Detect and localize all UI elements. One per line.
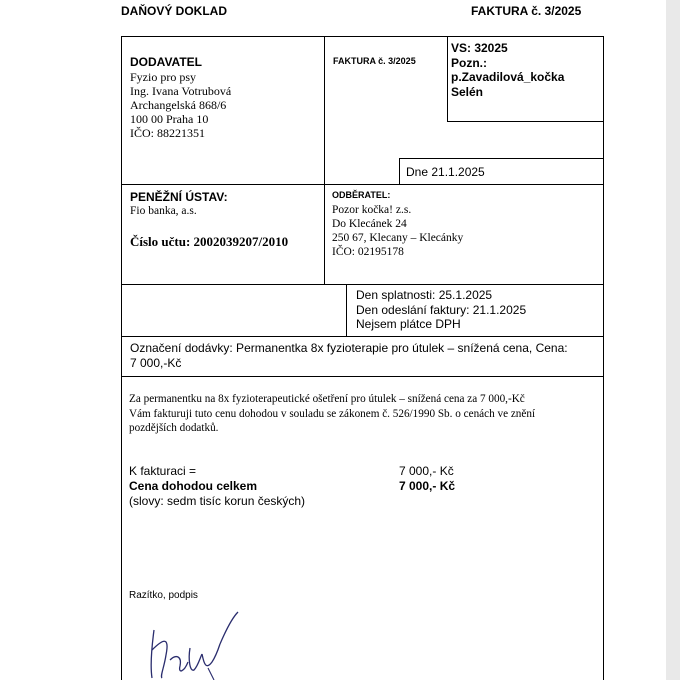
customer-city: 250 67, Klecany – Klecánky bbox=[332, 232, 464, 244]
customer-heading: ODBĚRATEL: bbox=[332, 190, 391, 200]
supplier-ico: IČO: 88221351 bbox=[130, 126, 205, 140]
delivery-block bbox=[130, 341, 568, 370]
divider-vs-bottom bbox=[447, 121, 604, 122]
table-border-left bbox=[121, 36, 122, 680]
stamp-signature-label: Razítko, podpis bbox=[129, 590, 198, 601]
total-label: Cena dohodou celkem bbox=[129, 479, 258, 493]
divider-vs bbox=[447, 36, 448, 121]
divider-row2 bbox=[121, 184, 604, 185]
to-invoice-value: 7 000,- Kč bbox=[399, 464, 454, 478]
body-text bbox=[129, 392, 535, 436]
delivery-line-2: 7 000,-Kč bbox=[130, 355, 182, 370]
total-in-words: (slovy: sedm tisíc korun českých) bbox=[129, 494, 306, 508]
customer-ico: IČO: 02195178 bbox=[332, 246, 404, 258]
supplier-street: Archangelská 868/6 bbox=[130, 98, 227, 112]
divider-row5 bbox=[121, 376, 604, 377]
viewer-background bbox=[666, 0, 680, 680]
supplier-person: Ing. Ivana Votrubová bbox=[130, 84, 232, 98]
customer-name: Pozor kočka! z.s. bbox=[332, 204, 412, 216]
divider-dates bbox=[346, 284, 347, 336]
note-line-1: p.Zavadilová_kočka bbox=[451, 70, 565, 84]
body-line-3: pozdějších dodatků. bbox=[129, 422, 219, 434]
total-value: 7 000,- Kč bbox=[399, 479, 456, 493]
issue-date: Dne 21.1.2025 bbox=[406, 165, 485, 179]
supplier-heading: DODAVATEL bbox=[130, 55, 202, 69]
delivery-line-1: Označení dodávky: Permanentka 8x fyzioterapie pro útulek – snížená cena, Cena: bbox=[130, 341, 568, 355]
divider-bank bbox=[324, 184, 325, 284]
divider-supplier bbox=[324, 36, 325, 184]
bank-account: Číslo učtu: 2002039207/2010 bbox=[130, 234, 289, 249]
supplier-name: Fyzio pro psy bbox=[130, 70, 196, 84]
vat-status: Nejsem plátce DPH bbox=[356, 317, 461, 331]
table-border-right bbox=[603, 36, 604, 680]
note-label: Pozn.: bbox=[451, 55, 487, 70]
body-line-1: Za permanentku na 8x fyzioterapeutické ošetření pro útulek – snížená cena za 7 000,-Kč bbox=[129, 393, 525, 405]
divider-date bbox=[399, 158, 400, 184]
due-date: Den splatnosti: 25.1.2025 bbox=[356, 288, 493, 302]
supplier-city: 100 00 Praha 10 bbox=[130, 112, 209, 126]
table-border-top bbox=[121, 36, 604, 37]
sent-date: Den odeslání faktury: 21.1.2025 bbox=[356, 302, 527, 317]
customer-address bbox=[332, 203, 463, 259]
document-title: DAŇOVÝ DOKLAD bbox=[121, 4, 228, 18]
note-line-2: Selén bbox=[451, 84, 484, 99]
invoice-label: FAKTURA č. 3/2025 bbox=[333, 56, 416, 66]
customer-street: Do Klecánek 24 bbox=[332, 218, 407, 230]
divider-row4 bbox=[121, 336, 604, 337]
dates-block bbox=[356, 288, 526, 332]
bank-name: Fio banka, a.s. bbox=[130, 205, 197, 217]
supplier-address bbox=[130, 70, 231, 140]
body-line-2: Vám fakturuji tuto cenu dohodou v souladu se zákonem č. 526/1990 Sb. o cenách ve znění bbox=[129, 407, 536, 420]
to-invoice-label: K fakturaci = bbox=[129, 464, 197, 478]
variable-symbol: VS: 32025 bbox=[451, 41, 508, 55]
divider-date-top bbox=[399, 158, 604, 159]
bank-heading: PENĚŽNÍ ÚSTAV: bbox=[130, 190, 228, 204]
vs-note-block bbox=[451, 41, 564, 99]
invoice-number-title: FAKTURA č. 3/2025 bbox=[471, 4, 582, 18]
divider-row3 bbox=[121, 284, 604, 285]
handwritten-signature bbox=[140, 610, 250, 680]
